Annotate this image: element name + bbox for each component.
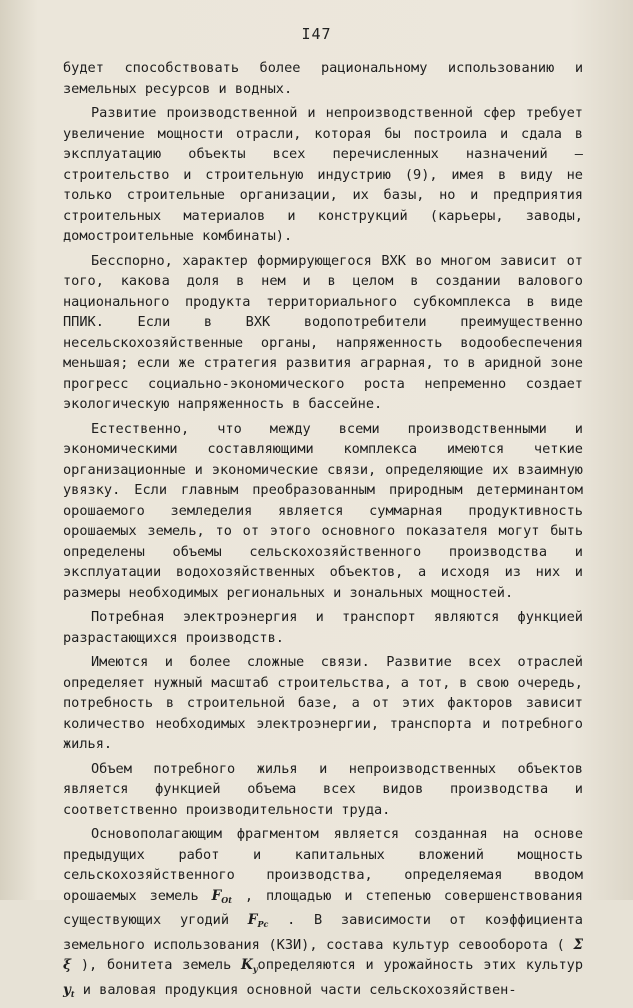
symbol-sum-xi: Σ ξ: [63, 936, 583, 973]
paragraph-complex-relations: Имеются и более сложные связи. Развитие всех отраслей определяет нужный масштаб строительства, а тот, в свою очередь, потребность в строительной базе, а от этих факторов зависит количество необходимых электроэнергии, транспорта и потребного жилья.: [63, 654, 583, 752]
paragraph-production-spheres: Развитие производственной и непроизводственной сфер требует увеличение мощности отрасли, которая бы построила и сдала в эксплуатацию объекты всех перечисленных назначений – строительство и строительную индустрию (9), имея в виду не только строительные организации, их базы, но и предприятия строительных материалов и конструкций (карьеры, заводы, домостроительные комбинаты).: [63, 105, 583, 244]
paragraph-continuation: будет способствовать более рациональному использованию и земельных ресурсов и водных.: [63, 60, 583, 97]
final-text-part2: , площадью и степенью совершенствования существующих угодий: [63, 887, 583, 928]
paragraph-electricity-transport: Потребная электроэнергия и транспорт являются функцией разрастающихся производств.: [63, 609, 583, 646]
final-text-part4: ), бонитета земель: [71, 957, 242, 973]
body-text: [63, 58, 583, 1008]
paragraph-vhk-character: Бесспорно, характер формирующегося ВХК во многом зависит от того, какова доля в нем и в целом в создании валового национального продукта территориального субкомплекса в виде ППИК. Если в ВХК водопотребители преимущественно несельскохозяйственные органы, напряженность водообеспечения меньшая; если же стратегия развития аграрная, то в аридной зоне прогресс социально-экономического роста непременно создает экологическую напряженность в бассейне.: [63, 252, 583, 412]
final-text-part3: . В зависимости от коэффициента земельного использования (КЗИ), состава культур севооборота (: [63, 912, 583, 953]
symbol-k-y: $K_y$: [241, 957, 258, 974]
symbol-f-ot: $F_{Ot}$: [211, 887, 232, 905]
symbol-y-t: $y_t$: [63, 981, 75, 999]
symbol-f-pc: $F_{Pc}$: [247, 912, 269, 929]
paragraph-foundational-fragment: [63, 824, 583, 1004]
final-text-part5: определяются и урожайность этих культур: [257, 957, 584, 973]
final-text-part1: Основополагающим фрагментом является созданная на основе предыдущих работ и капитальных вложений мощность сельскохозяйственного производства, определяемая вводом орошаемых земель: [63, 826, 583, 904]
paragraph-housing: Объем потребного жилья и непроизводственных объектов является функцией объема всех видов производства и соответственно производительности труда.: [63, 760, 583, 818]
page-number: I47: [301, 25, 332, 43]
final-text-part6: и валовая продукция основной части сельскохозяйствен-: [74, 981, 517, 998]
paragraph-complex-links: Естественно, что между всеми производственными и экономическими составляющими комплекса имеются четкие организационные и экономические связи, определяющие их взаимную увязку. Если главным преобразованным природным детерминантом орошаемого земледелия является суммарная продуктивность орошаемых земель, то от этого основного показателя могут быть определены объемы сельскохозяйственного производства и эксплуатации водохозяйственных объектов, а исходя из них и размеры необходимых региональных и зональных мощностей.: [63, 420, 583, 601]
